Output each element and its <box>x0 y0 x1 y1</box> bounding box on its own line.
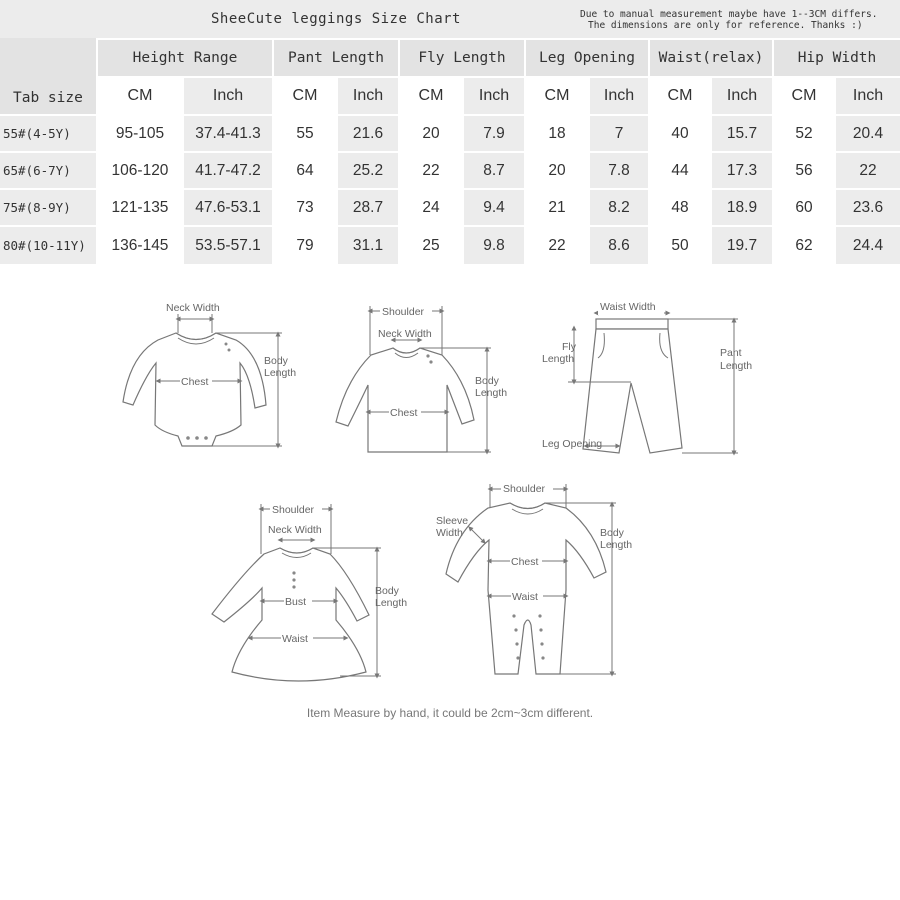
dress-outline <box>212 548 369 681</box>
unit-cm: CM <box>526 78 588 114</box>
table-cell: 22 <box>400 153 462 188</box>
table-cell: 73 <box>274 190 336 225</box>
header-hip-width: Hip Width <box>774 40 900 76</box>
table-cell: 47.6-53.1 <box>184 190 272 225</box>
dress-diagram <box>212 502 407 681</box>
sleeve-width-label: Width <box>436 527 463 539</box>
pant-length-label: Pant <box>720 347 742 359</box>
note-line-1: Due to manual measurement maybe have 1--3CM differs. <box>580 9 878 20</box>
table-cell: 60 <box>774 190 834 225</box>
bodysuit-snap <box>204 436 208 440</box>
shoulder-label: Shoulder <box>503 483 546 495</box>
unit-cm: CM <box>98 78 182 114</box>
table-cell: 37.4-41.3 <box>184 116 272 151</box>
header-fly-length: Fly Length <box>400 40 524 76</box>
sleeve-width-label: Sleeve <box>436 515 469 527</box>
table-cell: 15.7 <box>712 116 772 151</box>
leg-opening-label: Leg Opening <box>542 438 603 450</box>
chest-label: Chest <box>181 376 209 388</box>
tab-size-cell: 80#(10-11Y) <box>0 227 96 264</box>
neck-width-label: Neck Width <box>378 328 432 340</box>
bust-label: Bust <box>285 596 307 608</box>
bodysuit-outline <box>123 333 266 446</box>
shirt-outline <box>336 348 474 452</box>
table-cell: 20.4 <box>836 116 900 151</box>
shirt-button <box>426 354 429 357</box>
unit-inch: Inch <box>184 78 272 114</box>
unit-inch: Inch <box>464 78 524 114</box>
table-cell: 79 <box>274 227 336 264</box>
table-cell: 95-105 <box>98 116 182 151</box>
table-cell: 9.4 <box>464 190 524 225</box>
header-height-range: Height Range <box>98 40 272 76</box>
table-cell: 40 <box>650 116 710 151</box>
measurement-note <box>576 0 900 38</box>
bodysuit-snap <box>225 343 228 346</box>
table-cell: 52 <box>774 116 834 151</box>
table-cell: 20 <box>526 153 588 188</box>
unit-cm: CM <box>400 78 462 114</box>
romper-snap <box>541 656 544 659</box>
table-cell: 22 <box>526 227 588 264</box>
table-cell: 18.9 <box>712 190 772 225</box>
table-cell: 55 <box>274 116 336 151</box>
shoulder-label: Shoulder <box>272 504 315 516</box>
body-length-label: Body <box>475 375 499 387</box>
unit-inch: Inch <box>712 78 772 114</box>
table-cell: 7.8 <box>590 153 648 188</box>
dress-button <box>292 585 295 588</box>
body-length-label: Length <box>475 387 508 399</box>
header-leg-opening: Leg Opening <box>526 40 648 76</box>
table-cell: 44 <box>650 153 710 188</box>
table-cell: 106-120 <box>98 153 182 188</box>
romper-snap <box>515 642 518 645</box>
table-cell: 64 <box>274 153 336 188</box>
table-cell: 7 <box>590 116 648 151</box>
table-cell: 50 <box>650 227 710 264</box>
table-cell: 7.9 <box>464 116 524 151</box>
bodysuit-snap <box>195 436 199 440</box>
bodysuit-snap <box>186 436 190 440</box>
bodysuit-diagram <box>123 302 296 446</box>
table-cell: 18 <box>526 116 588 151</box>
romper-snap <box>540 642 543 645</box>
table-cell: 48 <box>650 190 710 225</box>
table-cell: 21 <box>526 190 588 225</box>
pants-diagram <box>542 301 752 453</box>
table-cell: 24 <box>400 190 462 225</box>
top-left-blank <box>0 0 96 38</box>
pants-outline <box>583 329 682 453</box>
measurement-diagrams <box>0 280 900 700</box>
tab-size-cell: 75#(8-9Y) <box>0 190 96 225</box>
table-cell: 31.1 <box>338 227 398 264</box>
table-cell: 23.6 <box>836 190 900 225</box>
body-length-label: Length <box>600 539 633 551</box>
unit-cm: CM <box>774 78 834 114</box>
tab-size-header: Tab size <box>0 38 96 114</box>
tab-size-cell: 55#(4-5Y) <box>0 116 96 151</box>
romper-snap <box>539 628 542 631</box>
table-cell: 28.7 <box>338 190 398 225</box>
table-cell: 9.8 <box>464 227 524 264</box>
table-cell: 19.7 <box>712 227 772 264</box>
table-cell: 53.5-57.1 <box>184 227 272 264</box>
body-length-label: Body <box>375 585 399 597</box>
shirt-button <box>429 360 432 363</box>
unit-cm: CM <box>274 78 336 114</box>
unit-inch: Inch <box>836 78 900 114</box>
table-cell: 136-145 <box>98 227 182 264</box>
fly-length-label: Length <box>542 353 575 365</box>
romper-snap <box>512 614 515 617</box>
body-length-label: Body <box>264 355 288 367</box>
pant-length-label: Length <box>720 360 753 372</box>
romper-snap <box>514 628 517 631</box>
fly-length-label: Fly <box>562 341 576 353</box>
table-cell: 17.3 <box>712 153 772 188</box>
chart-title: SheeCute leggings Size Chart <box>96 0 576 38</box>
table-cell: 22 <box>836 153 900 188</box>
table-cell: 8.7 <box>464 153 524 188</box>
romper-diagram <box>436 482 632 674</box>
unit-inch: Inch <box>590 78 648 114</box>
shirt-diagram <box>336 304 507 452</box>
header-pant-length: Pant Length <box>274 40 398 76</box>
chest-label: Chest <box>390 407 418 419</box>
body-length-label: Length <box>264 367 297 379</box>
table-cell: 41.7-47.2 <box>184 153 272 188</box>
table-cell: 8.2 <box>590 190 648 225</box>
body-length-label: Length <box>375 597 408 609</box>
shoulder-label: Shoulder <box>382 306 425 318</box>
bodysuit-snap <box>228 349 231 352</box>
table-cell: 25 <box>400 227 462 264</box>
waist-label: Waist <box>512 591 538 603</box>
table-cell: 25.2 <box>338 153 398 188</box>
header-waist-relax: Waist(relax) <box>650 40 772 76</box>
table-cell: 121-135 <box>98 190 182 225</box>
note-line-2: The dimensions are only for reference. Thanks :) <box>588 20 863 31</box>
pants-waistband <box>596 319 668 329</box>
neck-width-label: Neck Width <box>268 524 322 536</box>
dress-button <box>292 578 295 581</box>
body-length-label: Body <box>600 527 624 539</box>
tab-size-cell: 65#(6-7Y) <box>0 153 96 188</box>
chest-label: Chest <box>511 556 539 568</box>
table-cell: 8.6 <box>590 227 648 264</box>
unit-cm: CM <box>650 78 710 114</box>
unit-inch: Inch <box>338 78 398 114</box>
size-chart-table <box>0 0 900 266</box>
romper-snap <box>538 614 541 617</box>
dress-button <box>292 571 295 574</box>
waist-width-label: Waist Width <box>600 301 656 313</box>
table-cell: 20 <box>400 116 462 151</box>
table-cell: 56 <box>774 153 834 188</box>
table-cell: 21.6 <box>338 116 398 151</box>
table-cell: 62 <box>774 227 834 264</box>
table-cell: 24.4 <box>836 227 900 264</box>
measure-caption: Item Measure by hand, it could be 2cm~3cm different. <box>306 706 594 720</box>
neck-width-label: Neck Width <box>166 302 220 314</box>
romper-snap <box>516 656 519 659</box>
waist-label: Waist <box>282 633 308 645</box>
